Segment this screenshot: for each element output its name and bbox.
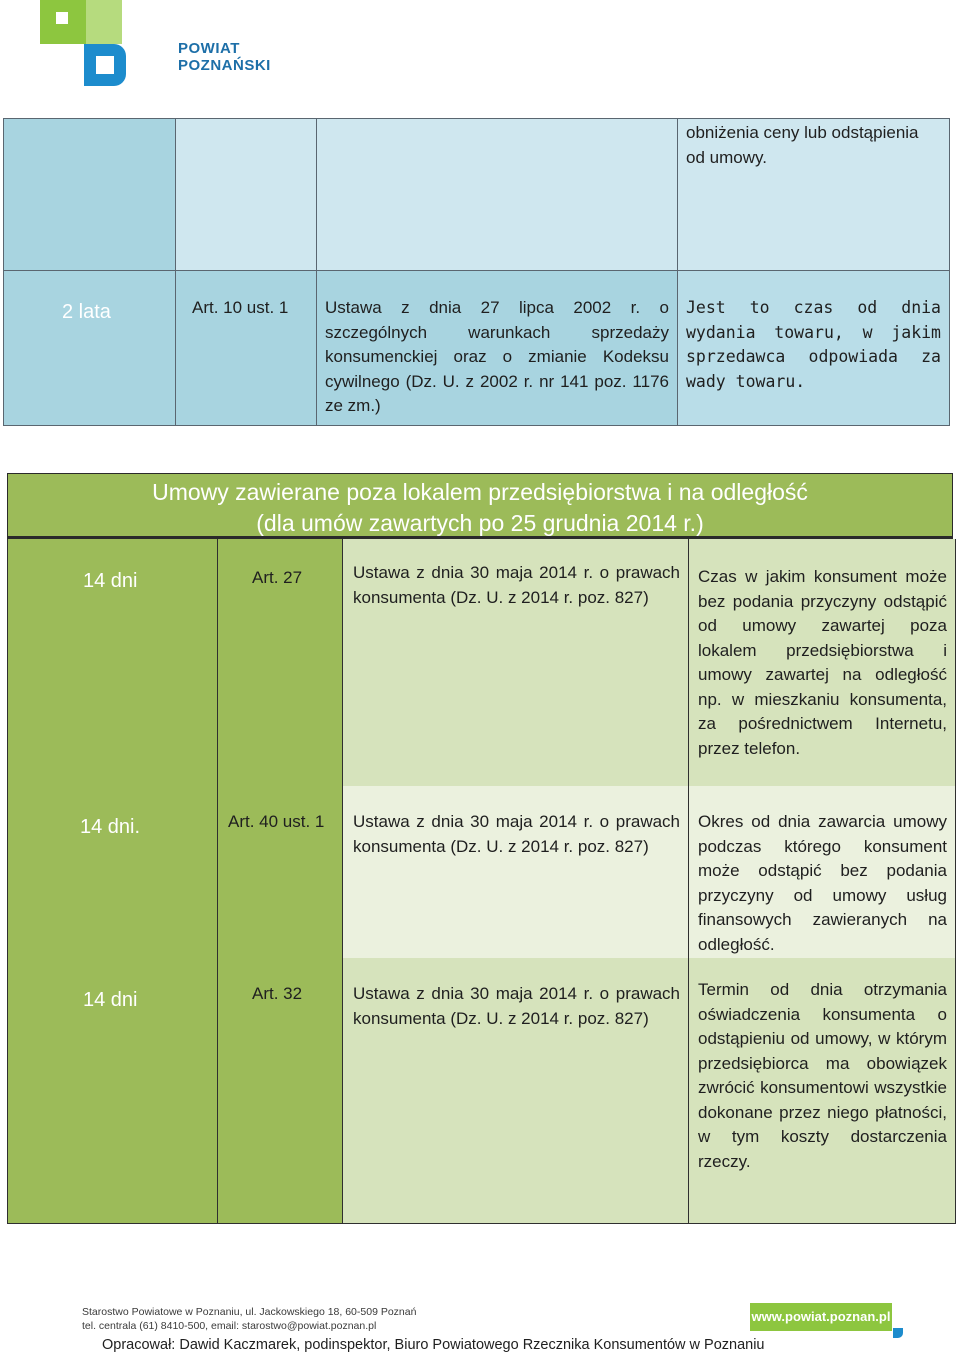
row-period: 14 dni bbox=[83, 570, 138, 592]
table-row bbox=[4, 271, 950, 426]
table-row bbox=[4, 119, 950, 271]
blue-table bbox=[3, 118, 950, 426]
row-law: Ustawa z dnia 30 maja 2014 r. o prawach konsumenta (Dz. U. z 2014 r. poz. 827) bbox=[353, 984, 680, 1028]
law-cell bbox=[343, 958, 689, 1223]
logo-line1: POWIAT bbox=[178, 40, 240, 57]
desc-cell bbox=[678, 271, 950, 426]
row2-law: Ustawa z dnia 27 lipca 2002 r. o szczególnych warunkach sprzedaży konsumenckiej oraz o zmianie Kodeksu cywilnego (Dz. U. z 2002 r. nr 141 poz. 1176 ze zm.) bbox=[325, 298, 669, 415]
article-cell bbox=[176, 271, 317, 426]
article-cell bbox=[176, 119, 317, 271]
row2-period: 2 lata bbox=[62, 301, 111, 323]
table-row bbox=[8, 539, 956, 786]
article-cell bbox=[218, 786, 343, 958]
desc-cell bbox=[689, 786, 956, 958]
footer-contact-line: tel. centrala (61) 8410-500, email: starostwo@powiat.poznan.pl bbox=[82, 1320, 377, 1332]
section-title-line1: Umowy zawierane poza lokalem przedsiębiorstwa i na odległość bbox=[152, 479, 808, 505]
law-cell bbox=[343, 786, 689, 958]
period-cell bbox=[8, 539, 218, 786]
section-title bbox=[7, 473, 953, 539]
period-cell bbox=[4, 271, 176, 426]
section-title-line2: (dla umów zawartych po 25 grudnia 2014 r.) bbox=[256, 510, 704, 536]
row2-desc: Jest to czas od dnia wydania towaru, w jakim sprzedawca odpowiada za wady towaru. bbox=[686, 298, 941, 391]
table-row bbox=[8, 958, 956, 1223]
row-law: Ustawa z dnia 30 maja 2014 r. o prawach konsumenta (Dz. U. z 2014 r. poz. 827) bbox=[353, 563, 680, 607]
logo-mark-icon bbox=[40, 0, 180, 90]
row-desc: Czas w jakim konsument może bez podania przyczyny odstąpić od umowy zawartej poza lokalem przedsiębiorstwa i umowy zawartej na odległość np. w mieszkaniu konsumenta, za pośrednictwem Internetu, przez telefon. bbox=[698, 567, 947, 758]
row1-desc: obniżenia ceny lub odstąpienia od umowy. bbox=[686, 123, 919, 167]
desc-cell bbox=[678, 119, 950, 271]
row-article: Art. 32 bbox=[252, 984, 303, 1003]
article-cell bbox=[218, 958, 343, 1223]
row-article: Art. 27 bbox=[252, 568, 303, 587]
desc-cell bbox=[689, 958, 956, 1223]
period-cell bbox=[8, 786, 218, 958]
desc-cell bbox=[689, 539, 956, 786]
row2-article: Art. 10 ust. 1 bbox=[192, 298, 289, 317]
footer-address bbox=[82, 1305, 416, 1333]
law-cell bbox=[317, 119, 678, 271]
powiat-logo bbox=[40, 0, 271, 90]
row-period: 14 dni bbox=[83, 989, 138, 1011]
logo-text bbox=[178, 40, 271, 74]
footer-author: Opracował: Dawid Kaczmarek, podinspektor, Biuro Powiatowego Rzecznika Konsumentów w Poznaniu bbox=[102, 1337, 765, 1353]
law-cell bbox=[343, 539, 689, 786]
article-cell bbox=[218, 539, 343, 786]
row-period: 14 dni. bbox=[80, 816, 141, 838]
row-law: Ustawa z dnia 30 maja 2014 r. o prawach konsumenta (Dz. U. z 2014 r. poz. 827) bbox=[353, 812, 680, 856]
row-desc: Okres od dnia zawarcia umowy podczas którego konsument może odstąpić bez podania przyczyny od umowy usług finansowych zawieranych na odległość. bbox=[698, 812, 947, 954]
logo-line2: POZNAŃSKI bbox=[178, 57, 271, 74]
row-desc: Termin od dnia otrzymania oświadczenia konsumenta o odstąpieniu od umowy, w którym przedsiębiorca ma obowiązek zwrócić konsumentowi wszystkie dokonane przez niego płatności, w tym koszty dostarczenia rzeczy. bbox=[698, 980, 947, 1171]
website-link[interactable]: www.powiat.poznan.pl bbox=[750, 1303, 892, 1331]
table-row bbox=[8, 786, 956, 958]
website-badge-icon bbox=[893, 1328, 903, 1338]
footer-address-line: Starostwo Powiatowe w Poznaniu, ul. Jackowskiego 18, 60-509 Poznań bbox=[82, 1306, 417, 1318]
law-cell bbox=[317, 271, 678, 426]
period-cell bbox=[4, 119, 176, 271]
green-table bbox=[7, 539, 956, 1224]
row-article: Art. 40 ust. 1 bbox=[228, 812, 325, 831]
period-cell bbox=[8, 958, 218, 1223]
